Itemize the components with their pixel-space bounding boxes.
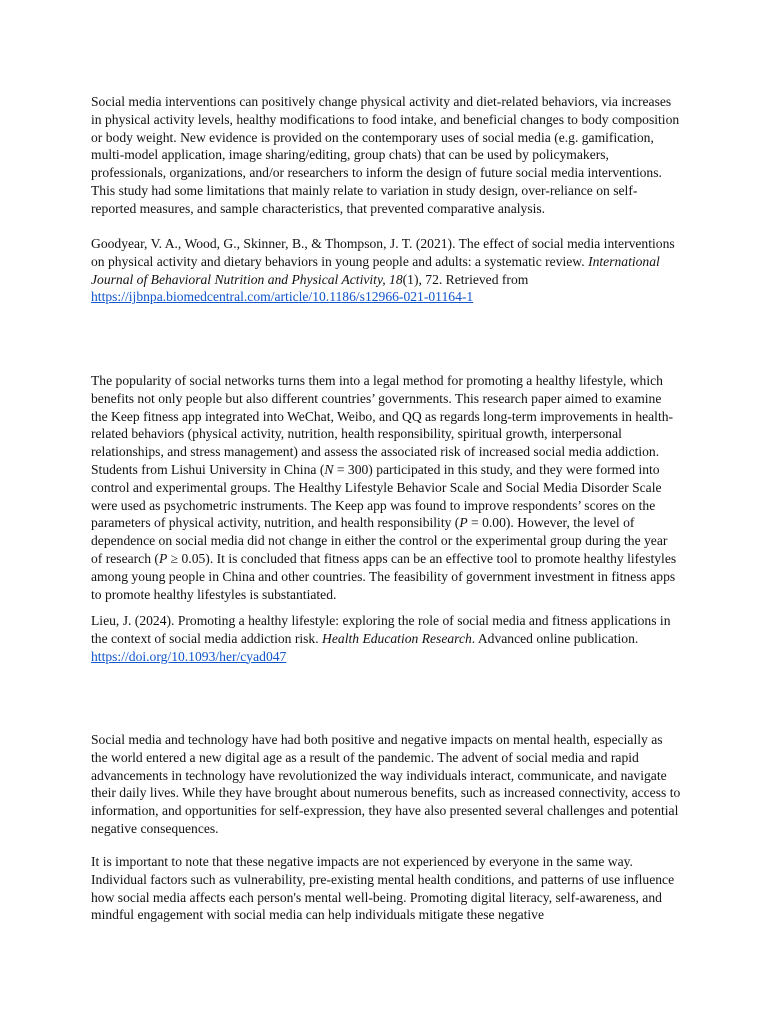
citation-goodyear bbox=[91, 235, 681, 306]
citation-lieu bbox=[91, 612, 681, 665]
citation-text: Goodyear, V. A., Wood, G., Skinner, B., & Thompson, J. T. (2021). The effect of social media interventions on physical activity and dietary behaviors in young people and adults: a systematic review. bbox=[91, 236, 675, 269]
citation-link[interactable]: https://doi.org/10.1093/her/cyad047 bbox=[91, 648, 287, 664]
body-paragraph: It is important to note that these negative impacts are not experienced by everyone in the same way. Individual factors such as vulnerability, pre-existing mental health conditions, and patterns of use influence how social media affects each person's mental well-being. Promoting digital literacy, self-awareness, and mindful engagement with social media can help individuals mitigate these negative bbox=[91, 854, 675, 923]
citation-link[interactable]: https://ijbnpa.biomedcentral.com/article/10.1186/s12966-021-01164-1 bbox=[91, 289, 474, 305]
journal-title: International Journal of Behavioral Nutrition and Physical Activity, 18 bbox=[91, 253, 660, 287]
citation-issue: (1), 72. Retrieved from bbox=[402, 271, 529, 287]
body-paragraph: Social media and technology have had both positive and negative impacts on mental health, especially as the world entered a new digital age as a result of the pandemic. The advent of social media and rapid advancements in technology have revolutionized the way individuals interact, communicate, and navigate their daily lives. While they have brought about numerous benefits, such as increased connectivity, access to information, and opportunities for self-expression, they have also presented several challenges and potential negative consequences. bbox=[91, 732, 681, 836]
abstract-paragraph: The popularity of social networks turns them into a legal method for promoting a healthy lifestyle, which benefits not only people but also different countries’ governments. This research paper aimed to examine the Keep fitness app integrated into WeChat, Weibo, and QQ as regards long-term improvements in health-related behaviors (physical activity, nutrition, health responsibility, spiritual growth, interpersonal relationships, and stress management) and assess the associated risk of increased social media addiction. Students from Lishui University in China (N = 300) participated in this study, and they were formed into control and experimental groups. The Healthy Lifestyle Behavior Scale and Social Media Disorder Scale were used as psychometric instruments. The Keep app was found to improve respondents’ scores on the parameters of physical activity, nutrition, and health responsibility (P = 0.00). However, the level of dependence on social media did not change in either the control or the experimental group during the year of research (P ≥ 0.05). It is concluded that fitness apps can be an effective tool to promote healthy lifestyles among young people in China and other countries. The feasibility of government investment in fitness apps to promote healthy lifestyles is substantiated. bbox=[91, 373, 677, 602]
abstract-paragraph: Social media interventions can positively change physical activity and diet-related behaviors, via increases in physical activity levels, healthy modifications to food intake, and beneficial changes to body composition or body weight. New evidence is provided on the contemporary uses of social media (e.g. gamification, multi-model application, image sharing/editing, group chats) that can be used by policymakers, professionals, organizations, and/or researchers to inform the design of future social media interventions. This study had some limitations that mainly relate to variation in study design, over-reliance on self-reported measures, and sample characteristics, that prevented comparative analysis. bbox=[91, 94, 680, 216]
journal-title: Health Education Research bbox=[322, 630, 472, 646]
citation-note: . Advanced online publication. bbox=[471, 630, 639, 646]
citation-text: Lieu, J. (2024). Promoting a healthy lifestyle: exploring the role of social media and fitness applications in the context of social media addiction risk. bbox=[91, 613, 671, 646]
